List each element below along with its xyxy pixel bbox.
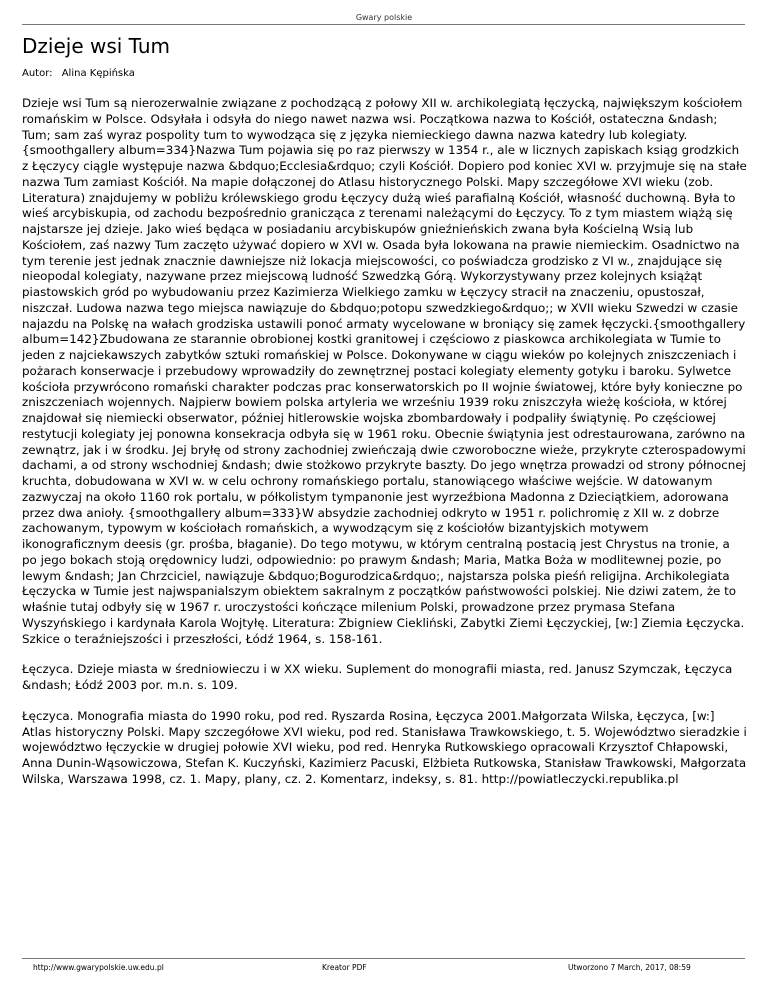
author-name: Alina Kępińska	[61, 68, 135, 79]
footer-generator: Kreator PDF	[322, 963, 367, 972]
article-paragraph-bibliography-2: Łęczyca. Monografia miasta do 1990 roku, pod red. Ryszarda Rosina, Łęczyca 2001.Małgorzata Wilska, Łęczyca, [w:] Atlas historyczny Polski. Mapy szczegółowe XVI wieku, pod red. Stanisława Trawkowskiego, t. 5. Województwo sieradzkie i województwo łęczyckie w drugiej połowie XVI wieku, pod red. Henryka Rutkowskiego opracowali Krzysztof Chłapowski, Anna Dunin-Wąsowiczowa, Stefan K. Kuczyński, Kazimierz Pacuski, Elżbieta Rutkowska, Stanisław Trawkowski, Małgorzata Wilska, Warszawa 1998, cz. 1. Mapy, plany, cz. 2. Komentarz, indeksy, s. 81. http://powiatleczycki.republika.pl	[22, 708, 747, 786]
footer-url: http://www.gwarypolskie.uw.edu.pl	[33, 963, 164, 972]
author-line	[22, 68, 135, 79]
article-body	[22, 96, 747, 803]
article-title: Dzieje wsi Tum	[22, 34, 171, 58]
header-divider	[22, 24, 745, 25]
footer-created-date: Utworzono 7 March, 2017, 08:59	[568, 963, 691, 972]
article-paragraph-bibliography-1: Łęczyca. Dzieje miasta w średniowieczu i w XX wieku. Suplement do monografii miasta, red. Janusz Szymczak, Łęczyca &ndash; Łódź 2003 por. m.n. s. 109.	[22, 662, 733, 692]
article-paragraph-main: Dzieje wsi Tum są nierozerwalnie związane z pochodzącą z połowy XII w. archikolegiatą łęczycką, największym kościołem romańskim w Polsce. Odsyłała i odsyła do niego nawet nazwa wsi. Początkowa nazwa to Kościół, ostateczna &ndash; Tum; sam zaś wyraz pospolity tum to wywodząca się z języka niemieckiego dawna nazwa katedry lub kolegiaty. {smoothgallery album=334}Nazwa Tum pojawia się po raz pierwszy w 1354 r., ale w licznych zapiskach ksiąg grodzkich z Łęczycy ciągle występuje nazwa &bdquo;Ecclesia&rdquo; czyli Kościół. Dopiero pod koniec XVI w. przyjmuje się na stałe nazwa Tum zamiast Kościół. Na mapie dołączonej do Atlasu historycznego Polski. Mapy szczegółowe XVI wieku (zob. Literatura) znajdujemy w pobliżu królewskiego grodu Łęczycy dużą wieś parafialną Kościół, własność duchowną. Była to wieś arcybiskupia, od zachodu bezpośrednio granicząca z terenami należącymi do Łęczycy. To z tym miastem wiążą się najstarsze jej dzieje. Jako wieś będąca w posiadaniu arcybiskupów gnieźnieńskich zwana była Kościelną Wsią lub Kościołem, zaś nazwy Tum zaczęto używać dopiero w XVI w. Osada była lokowana na prawie niemieckim. Osadnictwo na tym terenie jest jednak znacznie dawniejsze niż lokacja miejscowości, co poświadcza grodzisko z VI w., znajdujące się nieopodal kolegiaty, nazywane przez miejscową ludność Szwedzką Górą. Wykorzystywany przez kolejnych książąt piastowskich gród po wybudowaniu przez Kazimierza Wielkiego zamku w Łęczycy stracił na znaczeniu, opustoszał, niszczał. Ludowa nazwa tego miejsca nawiązuje do &bdquo;potopu szwedzkiego&rdquo;; w XVII wieku Szwedzi w czasie najazdu na Polskę na wałach grodziska ustawili ponoć armaty wycelowane w broniący się zamek łęczycki.{smoothgallery album=142}Zbudowana ze starannie obrobionej kostki granitowej i częściowo z piaskowca archikolegiata w Tumie to jeden z najciekawszych zabytków sztuki romańskiej w Polsce. Dokonywane w ciągu wieków po kolejnych zniszczeniach i pożarach konserwacje i przebudowy wprowadziły do zewnętrznej postaci kolegiaty elementy gotyku i baroku. Sylwetce kościoła przywrócono romański charakter podczas prac konserwatorskich po II wojnie światowej, które były konieczne po zniszczeniach wojennych. Najpierw bowiem polska artyleria we wrześniu 1939 roku zniszczyła wieżę kościoła, w której znajdował się niemiecki obserwator, później hitlerowskie wojska zbombardowały i podpaliły świątynię. Po częściowej restytucji kolegiaty jej ponowna konsekracja odbyła się w 1961 roku. Obecnie świątynia jest odrestaurowana, zarówno na zewnątrz, jak i w środku. Jej bryłę od strony zachodniej zwieńczają dwie czworoboczne wieże, przykryte czterospadowymi dachami, a od strony wschodniej &ndash; dwie stożkowo przykryte baszty. Do jego wnętrza prowadzi od strony północnej kruchta, dobudowana w XVI w. w celu ochrony romańskiego portalu, stanowiącego właściwe wejście. W datowanym zazwyczaj na około 1160 rok portalu, w półkolistym tympanonie jest wyrzeźbiona Madonna z Dzieciątkiem, adorowana przez dwa anioły. {smoothgallery album=333}W absydzie zachodniej odkryto w 1951 r. polichromię z XII w. z dobrze zachowanym, typowym w kościołach romańskich, a wywodzącym się z kościołów bizantyjskich motywem ikonograficznym deesis (gr. prośba, błaganie). Do tego motywu, w którym centralną postacią jest Chrystus na tronie, a po jego bokach stoją orędownicy ludzi, odpowiednio: po prawym &ndash; Maria, Matka Boża w modlitewnej pozie, po lewym &ndash; Jan Chrzciciel, nawiązuje &bdquo;Bogurodzica&rdquo;, najstarsza polska pieśń religijna. Archikolegiata Łęczycka w Tumie jest najwspanialszym obiektem sakralnym z początków państwowości polskiej. Nie dziwi zatem, że to właśnie tutaj odbyły się w 1967 r. uroczystości kończące milenium Polski, prowadzone przez prymasa Stefana Wyszyńskiego i kardynała Karola Wojtyłę. Literatura: Zbigniew Ciekliński, Zabytki Ziemi Łęczyckiej, [w:] Ziemia Łęczycka. Szkice o teraźniejszości i przeszłości, Łódź 1964, s. 158-161.	[22, 96, 747, 646]
author-label: Autor:	[22, 68, 53, 79]
page-header-site-name: Gwary polskie	[355, 13, 413, 22]
footer-divider	[22, 958, 745, 959]
